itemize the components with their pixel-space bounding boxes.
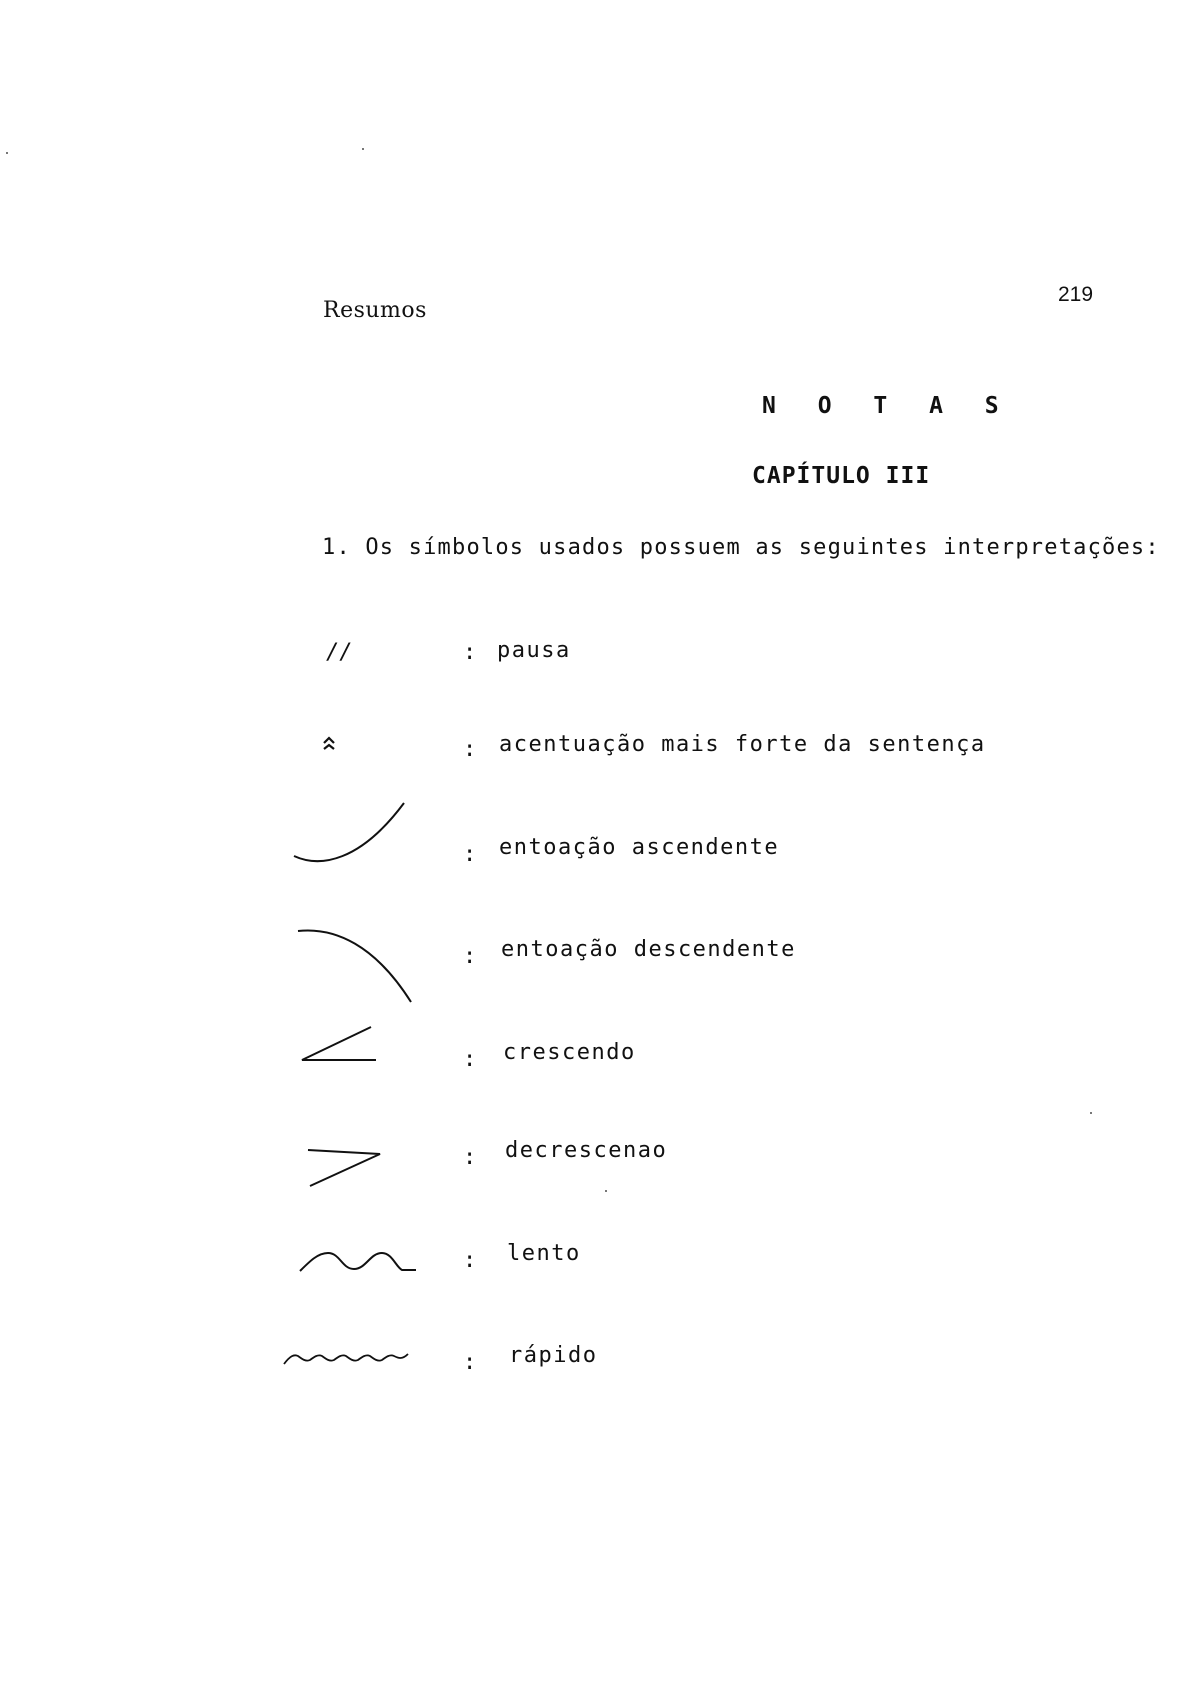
separator-colon: : bbox=[463, 1350, 477, 1375]
section-title: N O T A S bbox=[762, 393, 1013, 419]
separator-colon: : bbox=[463, 1248, 477, 1273]
scan-speck bbox=[1090, 1112, 1092, 1114]
decrescendo-hairpin-icon bbox=[304, 1144, 386, 1190]
stress-symbol-icon bbox=[322, 736, 336, 752]
separator-colon: : bbox=[463, 1145, 477, 1170]
meaning-stress: acentuação mais forte da sentença bbox=[499, 732, 986, 757]
meaning-rapido: rápido bbox=[509, 1343, 598, 1368]
meaning-crescendo: crescendo bbox=[503, 1040, 636, 1065]
page-number: 219 bbox=[1058, 283, 1094, 306]
separator-colon: : bbox=[463, 944, 477, 969]
meaning-pausa: pausa bbox=[497, 638, 571, 663]
meaning-descending: entoação descendente bbox=[501, 937, 796, 962]
meaning-ascending: entoação ascendente bbox=[499, 835, 780, 860]
slow-wave-icon bbox=[296, 1245, 420, 1275]
scan-speck bbox=[362, 148, 364, 150]
fast-wave-icon bbox=[282, 1346, 412, 1370]
separator-colon: : bbox=[463, 842, 477, 867]
running-head: Resumos bbox=[323, 298, 427, 323]
meaning-lento: lento bbox=[507, 1241, 581, 1266]
descending-intonation-icon bbox=[295, 925, 415, 1005]
scan-speck bbox=[605, 1190, 607, 1192]
crescendo-hairpin-icon bbox=[298, 1023, 380, 1063]
separator-colon: : bbox=[463, 737, 477, 762]
ascending-intonation-icon bbox=[290, 800, 410, 870]
separator-colon: : bbox=[463, 1047, 477, 1072]
scan-speck bbox=[6, 152, 8, 154]
chapter-title: CAPÍTULO III bbox=[752, 463, 931, 489]
separator-colon: : bbox=[463, 640, 477, 665]
note-intro: 1. Os símbolos usados possuem as seguintes interpretações: bbox=[322, 535, 1160, 560]
meaning-decrescendo: decrescenao bbox=[505, 1138, 668, 1163]
pause-symbol: // bbox=[326, 640, 353, 665]
